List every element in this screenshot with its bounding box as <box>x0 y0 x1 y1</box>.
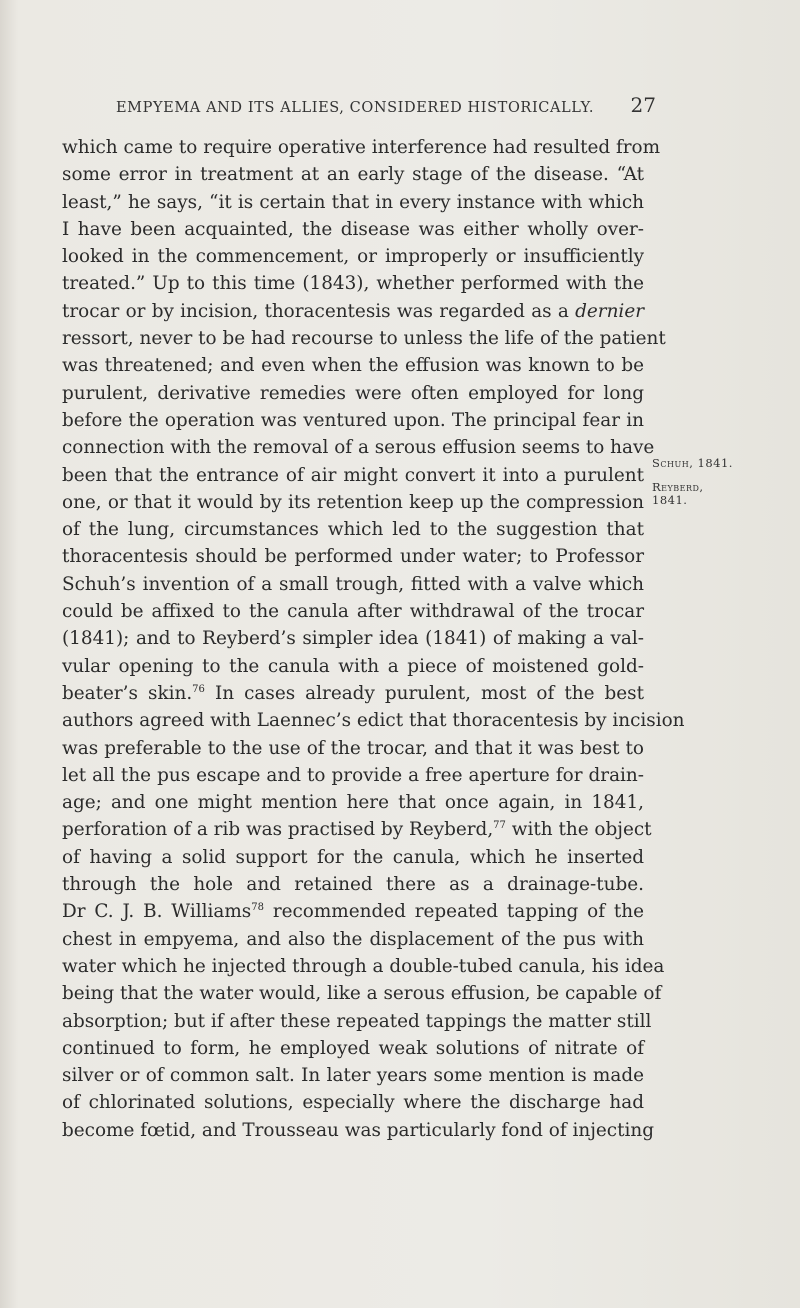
text-line: let all the pus escape and to provide a free aperture for drain- <box>62 764 644 786</box>
text-line: through the hole and retained there as a drainage-tube. <box>62 874 644 896</box>
text-line <box>62 298 644 325</box>
text-line: of chlorinated solutions, especially where the discharge had <box>62 1092 644 1114</box>
text-line: least,” he says, “it is certain that in every instance with which <box>62 191 644 213</box>
text-line: absorption; but if after these repeated tappings the matter still <box>62 1010 652 1032</box>
text-line: (1841); and to Reyberd’s simpler idea (1841) of making a val- <box>62 628 644 650</box>
margin-note-name: Reyberd, <box>652 480 704 494</box>
text-line: authors agreed with Laennec’s edict that thoracentesis by incision <box>62 710 685 732</box>
text-line: looked in the commencement, or improperly or insufficiently <box>62 246 644 268</box>
text-line: before the operation was ventured upon. The principal fear in <box>62 409 644 431</box>
text-line: purulent, derivative remedies were often employed for long <box>62 382 644 404</box>
line-text: ressort, never to be had recourse to unless the life of the patient <box>62 328 666 350</box>
text-line: of having a solid support for the canula, which he inserted <box>62 846 644 868</box>
footnote-ref: 78 <box>251 902 264 914</box>
line-text: trocar or by incision, thoracentesis was regarded as a <box>62 300 569 322</box>
margin-note-schuh: Schuh, 1841. <box>652 456 733 470</box>
text-line: been that the entrance of air might convert it into a purulent <box>62 464 644 486</box>
text-line <box>62 325 666 352</box>
body-text <box>62 134 685 1144</box>
text-line: continued to form, he employed weak solutions of nitrate of <box>62 1037 644 1059</box>
footnote-ref: 77 <box>493 820 506 832</box>
running-header <box>116 93 656 117</box>
text-line: I have been acquainted, the disease was either wholly over- <box>62 218 644 240</box>
line-text: recommended repeated tapping of the <box>263 901 644 923</box>
page-number: 27 <box>630 93 656 117</box>
text-line <box>62 680 644 707</box>
text-line: some error in treatment at an early stage of the disease. “At <box>62 164 644 186</box>
margin-note-reyberd <box>652 481 704 507</box>
text-line: age; and one might mention here that once again, in 1841, <box>62 792 644 814</box>
text-line: was preferable to the use of the trocar, and that it was best to <box>62 737 644 759</box>
line-text: Dr C. J. B. Williams <box>62 901 252 923</box>
text-line: chest in empyema, and also the displacement of the pus with <box>62 928 644 950</box>
line-text: In cases already purulent, most of the best <box>204 682 644 704</box>
footnote-ref: 76 <box>192 683 205 695</box>
text-line: treated.” Up to this time (1843), whether performed with the <box>62 273 644 295</box>
text-line: thoracentesis should be performed under water; to Professor <box>62 546 644 568</box>
line-text: perforation of a rib was practised by Reyberd, <box>62 819 494 841</box>
italic-term: dernier <box>575 300 644 322</box>
text-line: could be affixed to the canula after withdrawal of the trocar <box>62 601 644 623</box>
line-text: with the object <box>505 819 652 841</box>
text-line: was threatened; and even when the effusion was known to be <box>62 355 644 377</box>
text-line: water which he injected through a double-tubed canula, his idea <box>62 955 665 977</box>
text-line: of the lung, circumstances which led to the suggestion that <box>62 519 644 541</box>
text-line: connection with the removal of a serous effusion seems to have <box>62 437 655 459</box>
running-title: EMPYEMA AND ITS ALLIES, CONSIDERED HISTORICALLY. <box>116 100 595 116</box>
text-line: being that the water would, like a serous effusion, be capable of <box>62 983 662 1005</box>
text-line: become fœtid, and Trousseau was particularly fond of injecting <box>62 1119 654 1141</box>
line-text: beater’s skin. <box>62 682 193 704</box>
text-line: Schuh’s invention of a small trough, fitted with a valve which <box>62 573 644 595</box>
text-line: which came to require operative interference had resulted from <box>62 137 661 158</box>
text-line: silver or of common salt. In later years some mention is made <box>62 1065 644 1087</box>
text-line <box>62 816 652 843</box>
margin-note-year: 1841. <box>652 493 688 507</box>
text-line: vular opening to the canula with a piece of moistened gold- <box>62 655 644 677</box>
text-line: one, or that it would by its retention keep up the compression <box>62 491 644 513</box>
text-line <box>62 898 644 925</box>
